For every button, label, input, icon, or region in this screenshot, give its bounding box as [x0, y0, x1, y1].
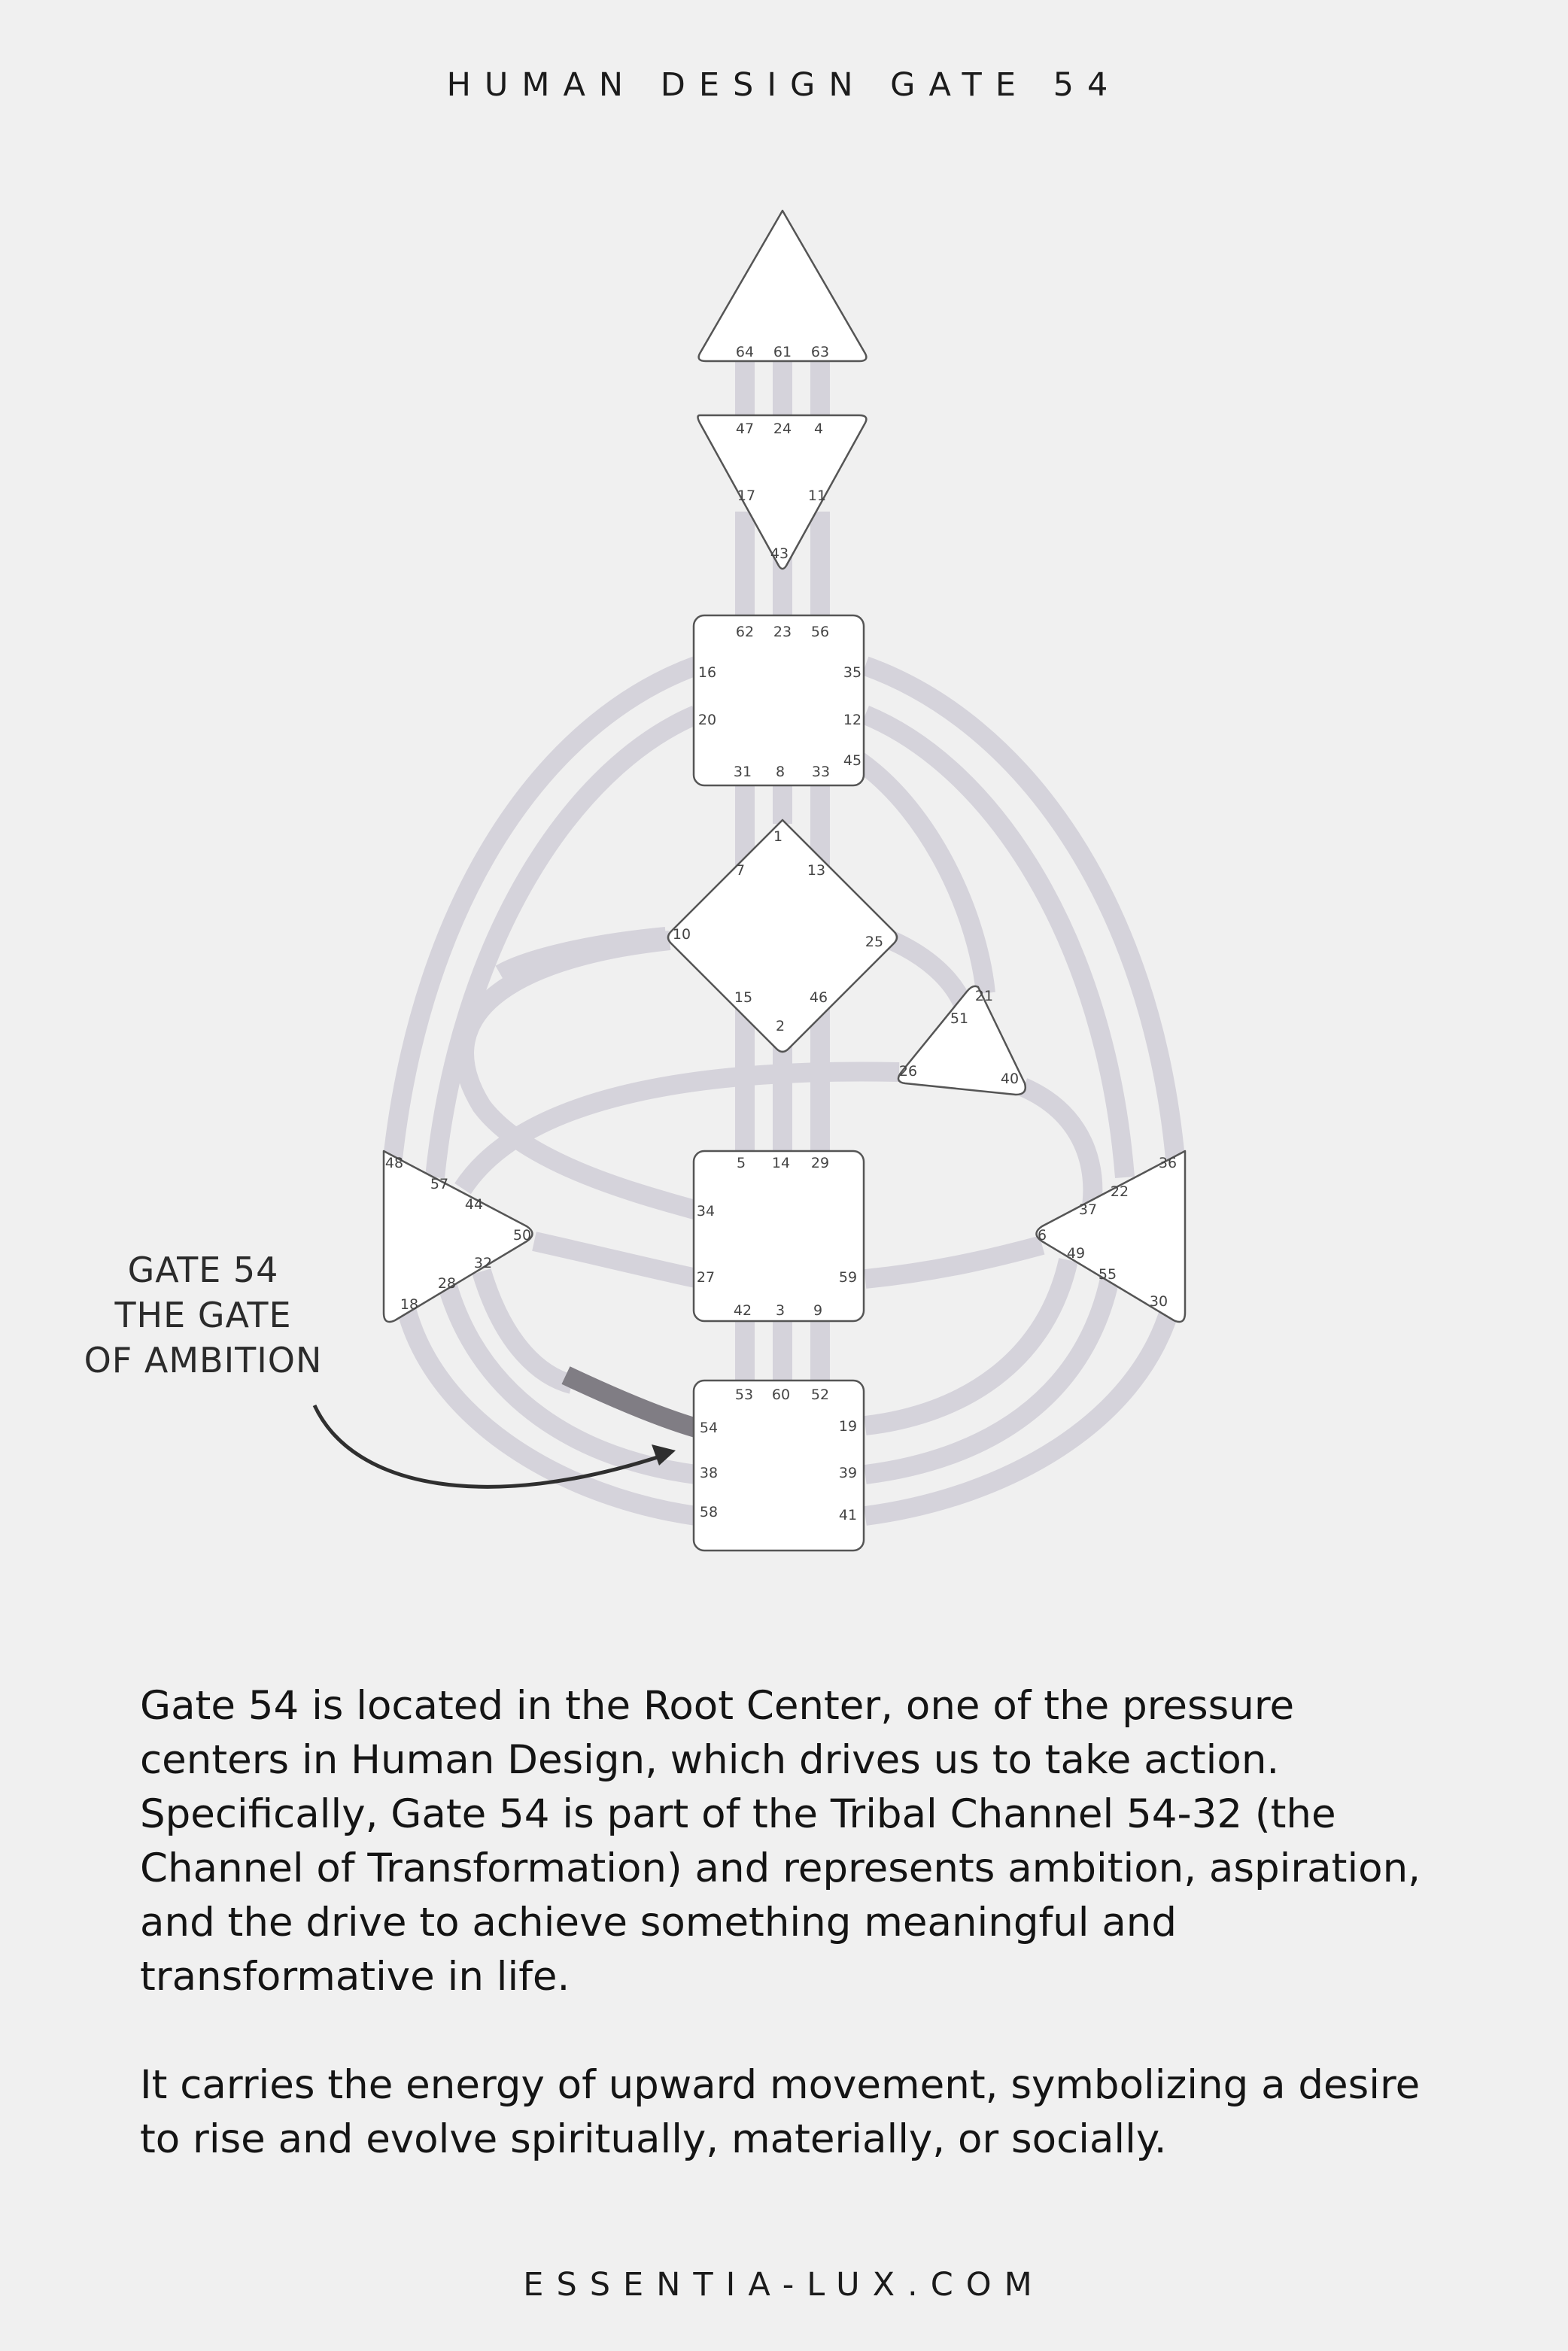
gate-17: 17 — [737, 488, 756, 504]
channel-25-51 — [892, 940, 963, 1004]
channel-50-27 — [534, 1241, 700, 1279]
gate-16: 16 — [697, 664, 717, 681]
gate-54-highlight — [566, 1375, 696, 1428]
gate-44: 44 — [464, 1196, 484, 1213]
gate-45: 45 — [843, 752, 862, 769]
gate-58: 58 — [699, 1504, 719, 1520]
throat-center — [694, 615, 864, 785]
gate-27: 27 — [696, 1269, 716, 1286]
gate-38: 38 — [699, 1465, 719, 1481]
page-title: HUMAN DESIGN GATE 54 — [446, 66, 1122, 104]
gate-22: 22 — [1110, 1183, 1129, 1200]
description — [140, 1679, 1449, 2221]
gate-49: 49 — [1066, 1245, 1086, 1262]
gate-4: 4 — [813, 421, 824, 437]
gate-10: 10 — [672, 926, 691, 943]
gate-51: 51 — [950, 1010, 969, 1027]
callout-line-3: OF AMBITION — [84, 1340, 323, 1381]
gate-9: 9 — [813, 1302, 823, 1319]
gate-54: 54 — [699, 1420, 719, 1436]
gate-2: 2 — [775, 1018, 786, 1034]
gate-31: 31 — [733, 764, 752, 780]
gate-26: 26 — [898, 1063, 918, 1080]
gate-8: 8 — [775, 764, 786, 780]
gate-13: 13 — [807, 862, 826, 879]
gate-33: 33 — [811, 764, 831, 780]
gate-1: 1 — [773, 828, 783, 845]
gate-34: 34 — [696, 1203, 716, 1220]
gate-52: 52 — [810, 1387, 830, 1403]
gate-28: 28 — [437, 1275, 457, 1292]
gate-56: 56 — [810, 624, 830, 640]
paragraph-1: Gate 54 is located in the Root Center, one of the pressure centers in Human Design, which drives us to take action. Specifically, Gate 54 is part of the Tribal Channel 54-32 (the Channel of Transformation) and represents ambition, aspiration, and the drive to achieve something meaningful and transformative in life. — [140, 1683, 1421, 2000]
gate-55: 55 — [1098, 1266, 1117, 1283]
gate-64: 64 — [735, 344, 755, 360]
gate-57: 57 — [430, 1176, 449, 1192]
gate-24: 24 — [773, 421, 792, 437]
gate-12: 12 — [843, 712, 862, 728]
gate-5: 5 — [736, 1155, 746, 1171]
gate-63: 63 — [810, 344, 830, 360]
paragraph-2: It carries the energy of upward movement, symbolizing a desire to rise and evolve spiritually, materially, or socially. — [140, 2062, 1421, 2162]
gate-19: 19 — [838, 1418, 858, 1435]
gate-30: 30 — [1149, 1293, 1168, 1310]
channel-59-6 — [865, 1245, 1042, 1279]
g-center — [668, 820, 897, 1052]
gate-7: 7 — [735, 862, 746, 879]
gate-46: 46 — [809, 989, 828, 1006]
gate-43: 43 — [770, 545, 789, 562]
gate-3: 3 — [775, 1302, 786, 1319]
gate-35: 35 — [843, 664, 862, 681]
gate-50: 50 — [512, 1227, 532, 1244]
gate-11: 11 — [807, 488, 827, 504]
gate-32: 32 — [473, 1255, 493, 1271]
gate-53: 53 — [734, 1387, 754, 1403]
gate-25: 25 — [865, 934, 884, 950]
gate-21: 21 — [974, 988, 994, 1004]
callout-line-1: GATE 54 — [127, 1250, 279, 1290]
sacral-center — [694, 1151, 864, 1321]
gate-41: 41 — [838, 1507, 858, 1523]
gate-23: 23 — [773, 624, 792, 640]
gate-61: 61 — [773, 344, 792, 360]
gate-29: 29 — [810, 1155, 830, 1171]
gate-40: 40 — [1000, 1071, 1020, 1087]
gate-37: 37 — [1078, 1201, 1098, 1218]
gate-39: 39 — [838, 1465, 858, 1481]
head-center — [699, 211, 867, 361]
gate-47: 47 — [735, 421, 755, 437]
callout-line-2: THE GATE — [114, 1295, 292, 1335]
gate-60: 60 — [771, 1387, 791, 1403]
gate-18: 18 — [400, 1296, 419, 1313]
gate-62: 62 — [735, 624, 755, 640]
gate-48: 48 — [384, 1155, 404, 1171]
site-url: ESSENTIA-LUX.COM — [523, 2266, 1045, 2304]
gate-14: 14 — [771, 1155, 791, 1171]
gate-15: 15 — [734, 989, 753, 1006]
gate-callout — [45, 1247, 361, 1383]
gate-59: 59 — [838, 1269, 858, 1286]
gate-36: 36 — [1158, 1155, 1178, 1171]
gate-42: 42 — [733, 1302, 752, 1319]
channel-40-37 — [1023, 1087, 1092, 1211]
channel-10-34 — [464, 940, 700, 1211]
gate-6: 6 — [1037, 1227, 1047, 1244]
gate-20: 20 — [697, 712, 717, 728]
